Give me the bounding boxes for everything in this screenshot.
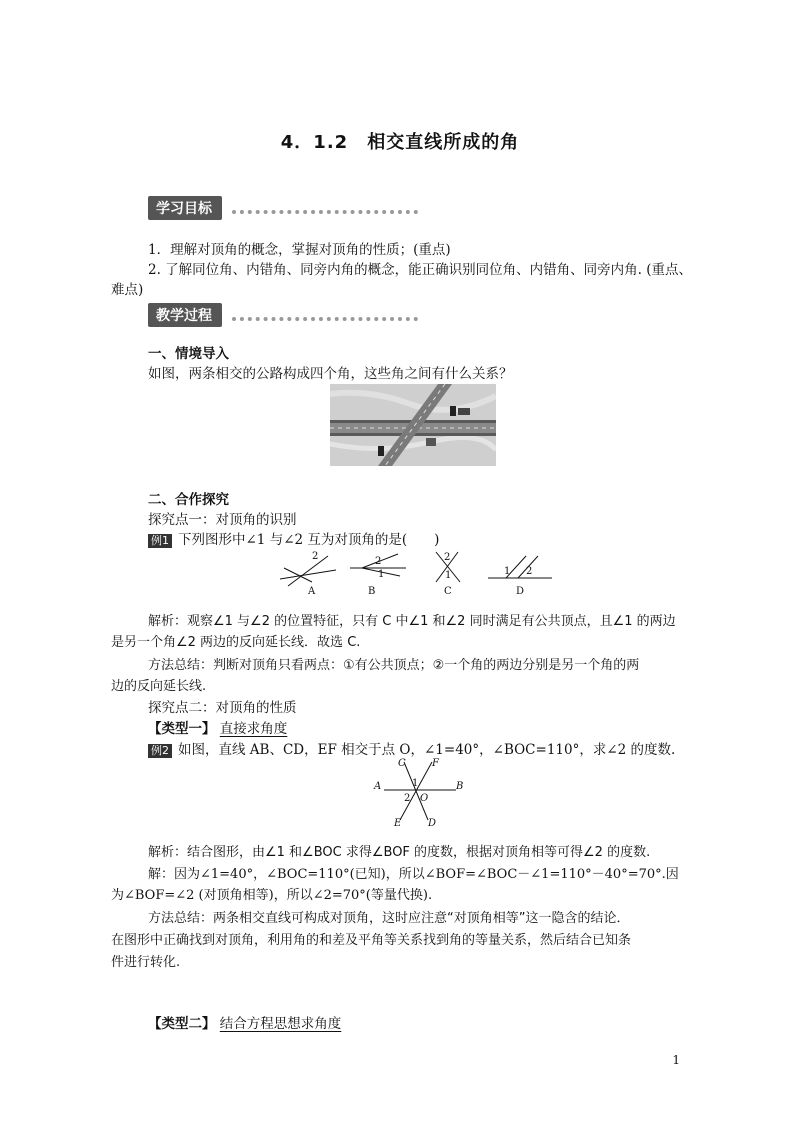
analysis-1: 解析：观察∠1 与∠2 的位置特征，只有 C 中∠1 和∠2 同时满足有公共顶点，且∠1 的两边 <box>148 614 676 629</box>
heading-explore: 二、合作探究 <box>148 492 229 508</box>
type-1-title: 直接求角度 <box>219 721 288 737</box>
fig-d-label: D <box>516 586 525 597</box>
fig-a-angle-2: 2 <box>312 551 319 562</box>
type-1-bracket: 【类型一】 <box>148 721 216 737</box>
objective-1: 1．理解对顶角的概念，掌握对顶角的性质；(重点) <box>148 242 451 258</box>
explore-point-2: 探究点二：对顶角的性质 <box>148 700 297 716</box>
fig2-label-e: E <box>394 818 402 828</box>
method-summary-2: 方法总结：两条相交直线可构成对顶角，这时应注意“对顶角相等”这一隐含的结论． <box>148 911 630 926</box>
fig2-label-c: C <box>398 758 406 769</box>
heading-intro: 一、情境导入 <box>148 346 229 362</box>
example-2-text: 如图，直线 AB、CD，EF 相交于点 O，∠1=40°，∠BOC=110°，求∠2 的度数. <box>178 742 676 758</box>
fig2-label-b: B <box>456 781 464 792</box>
method-summary-2-cont2: 件进行转化. <box>111 955 181 970</box>
dotted-rule <box>232 210 418 218</box>
type-2-title: 结合方程思想求角度 <box>219 1016 342 1032</box>
section-tag: 学习目标 <box>148 196 222 220</box>
page-title: 4．1.2 相交直线所成的角 <box>280 132 520 153</box>
fig-a-label: A <box>308 586 316 597</box>
example-label: 例1 <box>148 534 172 548</box>
method-summary-1: 方法总结：判断对顶角只看两点：①有公共顶点；②一个角的两边分别是另一个角的两 <box>148 658 640 673</box>
section-header-process <box>148 303 418 325</box>
fig2-label-o: O <box>420 793 429 804</box>
objective-2-cont: 难点) <box>111 282 144 298</box>
fig-b-angle-1: 1 <box>378 569 385 580</box>
explore-point-1: 探究点一：对顶角的识别 <box>148 512 297 528</box>
fig-b-angle-2: 2 <box>375 556 382 567</box>
analysis-2: 解析：结合图形，由∠1 和∠BOC 求得∠BOF 的度数，根据对顶角相等可得∠2 的度数. <box>148 845 651 860</box>
page-number: 1 <box>672 1053 680 1067</box>
type-1-heading <box>148 719 287 739</box>
solution-2-cont: 为∠BOF=∠2 (对顶角相等)，所以∠2=70°(等量代换). <box>111 888 433 903</box>
example-1-figures <box>270 548 570 600</box>
fig2-label-d: D <box>428 818 437 828</box>
example-label: 例2 <box>148 744 172 758</box>
example-2-figure <box>370 756 470 828</box>
fig2-label-f: F <box>432 758 439 769</box>
type-2-heading <box>148 1014 341 1034</box>
method-summary-1-cont: 边的反向延长线. <box>111 679 207 694</box>
fig2-label-a: A <box>374 781 382 792</box>
example-1-text: 下列图形中∠1 与∠2 互为对顶角的是( ) <box>178 532 440 548</box>
fig-c-angle-1: 1 <box>445 570 452 581</box>
fig-c-angle-2: 2 <box>444 552 451 563</box>
example-1 <box>148 530 439 550</box>
type-2-bracket: 【类型二】 <box>148 1016 216 1032</box>
method-summary-2-cont: 在图形中正确找到对顶角，利用角的和差及平角等关系找到角的等量关系，然后结合已知条 <box>111 933 632 948</box>
section-tag: 教学过程 <box>148 303 222 327</box>
fig2-angle-1: 1 <box>412 778 419 789</box>
fig-c-label: C <box>444 586 452 597</box>
intro-text: 如图，两条相交的公路构成四个角，这些角之间有什么关系？ <box>148 366 513 382</box>
roads-photo <box>330 384 496 466</box>
section-header-objectives <box>148 196 418 218</box>
fig2-angle-2: 2 <box>404 793 411 804</box>
dotted-rule <box>232 317 418 325</box>
fig-b-label: B <box>368 586 376 597</box>
fig-d-angle-1: 1 <box>504 566 511 577</box>
fig-d-angle-2: 2 <box>526 566 533 577</box>
objective-2: 2. 了解同位角、内错角、同旁内角的概念，能正确识别同位角、内错角、同旁内角. (重点、 <box>148 262 693 278</box>
solution-2: 解：因为∠1=40°，∠BOC=110°(已知)，所以∠BOF=∠BOC－∠1=110°－40°=70°.因 <box>148 867 679 882</box>
analysis-1-cont: 是另一个角∠2 两边的反向延长线．故选 C. <box>111 635 361 650</box>
